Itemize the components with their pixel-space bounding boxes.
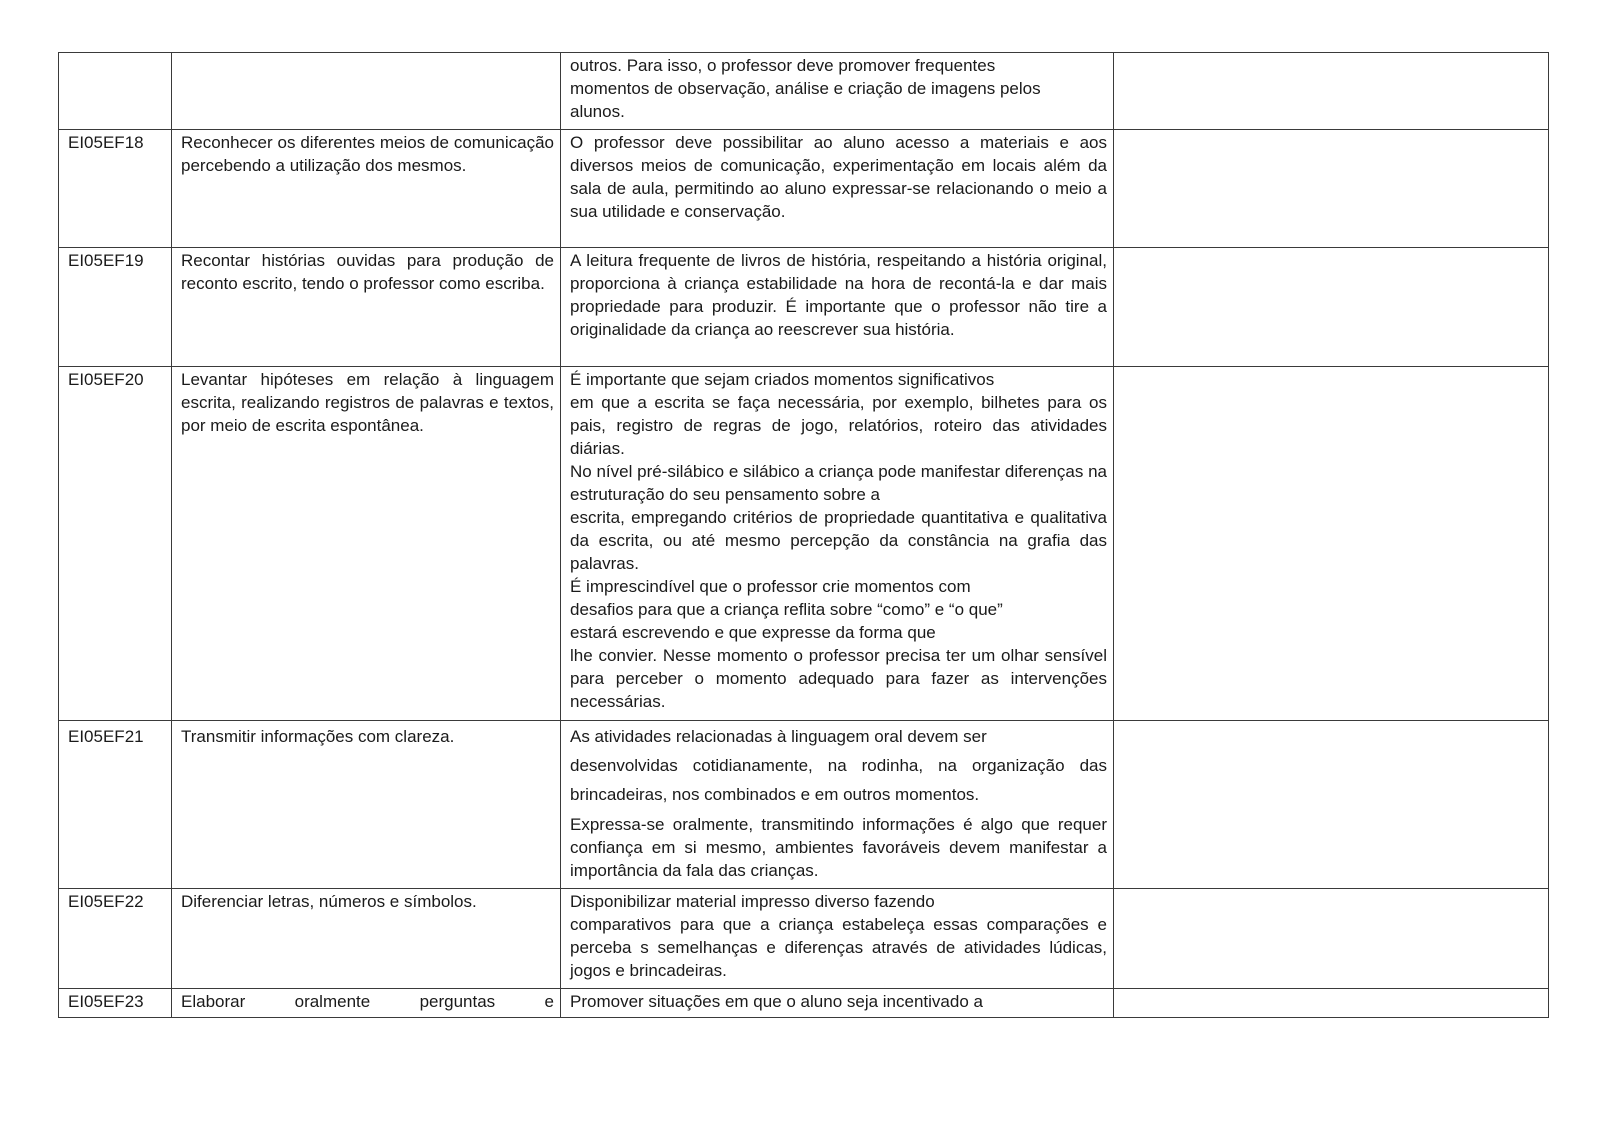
suggestion-paragraph: Expressa-se oralmente, transmitindo informações é algo que requer confiança em si mesmo, ambientes favoráveis devem manifestar a importância da fala das crianças. [570,815,1107,880]
suggestion-paragraph: A leitura frequente de livros de história, respeitando a história original, proporciona à criança estabilidade na hora de recontá-la e dar mais propriedade para produzir. É importante que o professor não tire a originalidade da criança ao reescrever sua história. [570,251,1107,339]
empty-cell [1114,248,1549,367]
suggestion-paragraph: outros. Para isso, o professor deve promover frequentes momentos de observação, análise e criação de imagens pelos alunos. [570,56,1041,121]
suggestion-paragraph: As atividades relacionadas à linguagem oral devem ser desenvolvidas cotidianamente, na rodinha, na organização das brincadeiras, nos combinados e em outros momentos. [570,727,1107,804]
objective-cell: Reconhecer os diferentes meios de comunicação percebendo a utilização dos mesmos. [172,130,561,248]
objective-cell: Transmitir informações com clareza. [172,721,561,889]
empty-cell [1114,130,1549,248]
objective-cell: Elaborar oralmente perguntas e [172,989,561,1018]
suggestion-paragraph: Promover situações em que o aluno seja incentivado a [570,992,983,1011]
empty-cell [1114,721,1549,889]
table-row [59,367,1549,721]
curriculum-table [58,52,1549,1018]
suggestion-cell [561,130,1114,248]
empty-cell [1114,367,1549,721]
objective-cell [172,53,561,130]
objective-cell: Levantar hipóteses em relação à linguagem escrita, realizando registros de palavras e textos, por meio de escrita espontânea. [172,367,561,721]
table-row [59,130,1549,248]
empty-cell [1114,53,1549,130]
suggestion-paragraph: O professor deve possibilitar ao aluno acesso a materiais e aos diversos meios de comunicação, experimentação em locais além da sala de aula, permitindo ao aluno expressar-se relacionando o meio a sua utilidade e conservação. [570,133,1107,221]
table-row [59,889,1549,989]
table-row [59,248,1549,367]
table-row [59,721,1549,889]
suggestion-cell [561,248,1114,367]
objective-cell: Recontar histórias ouvidas para produção de reconto escrito, tendo o professor como escriba. [172,248,561,367]
objective-cell: Diferenciar letras, números e símbolos. [172,889,561,989]
code-cell: EI05EF18 [59,130,172,248]
code-cell: EI05EF19 [59,248,172,367]
suggestion-paragraph: Disponibilizar material impresso diverso fazendo comparativos para que a criança estabeleça essas comparações e perceba s semelhanças e diferenças através de atividades lúdicas, jogos e brincadeiras. [570,892,1107,980]
suggestion-paragraph: É importante que sejam criados momentos significativos em que a escrita se faça necessária, por exemplo, bilhetes para os pais, registro de regras de jogo, relatórios, roteiro das atividades diárias. [570,370,1107,458]
suggestion-cell [561,367,1114,721]
table-row [59,53,1549,130]
empty-cell [1114,989,1549,1018]
code-cell: EI05EF20 [59,367,172,721]
code-cell [59,53,172,130]
suggestion-cell [561,989,1114,1018]
code-cell: EI05EF21 [59,721,172,889]
suggestion-paragraph: É imprescindível que o professor crie momentos com desafios para que a criança reflita sobre “como” e “o que” estará escrevendo e que expresse da forma que lhe convier. Nesse momento o professor precisa ter um olhar sensível para perceber o momento adequado para fazer as intervenções necessárias. [570,577,1107,711]
suggestion-paragraph: No nível pré-silábico e silábico a criança pode manifestar diferenças na estruturação do seu pensamento sobre a escrita, empregando critérios de propriedade quantitativa e qualitativa da escrita, ou até mesmo percepção da constância na grafia das palavras. [570,462,1107,573]
code-cell: EI05EF22 [59,889,172,989]
suggestion-cell [561,721,1114,889]
empty-cell [1114,889,1549,989]
suggestion-cell [561,53,1114,130]
table-row [59,989,1549,1018]
suggestion-cell [561,889,1114,989]
code-cell: EI05EF23 [59,989,172,1018]
